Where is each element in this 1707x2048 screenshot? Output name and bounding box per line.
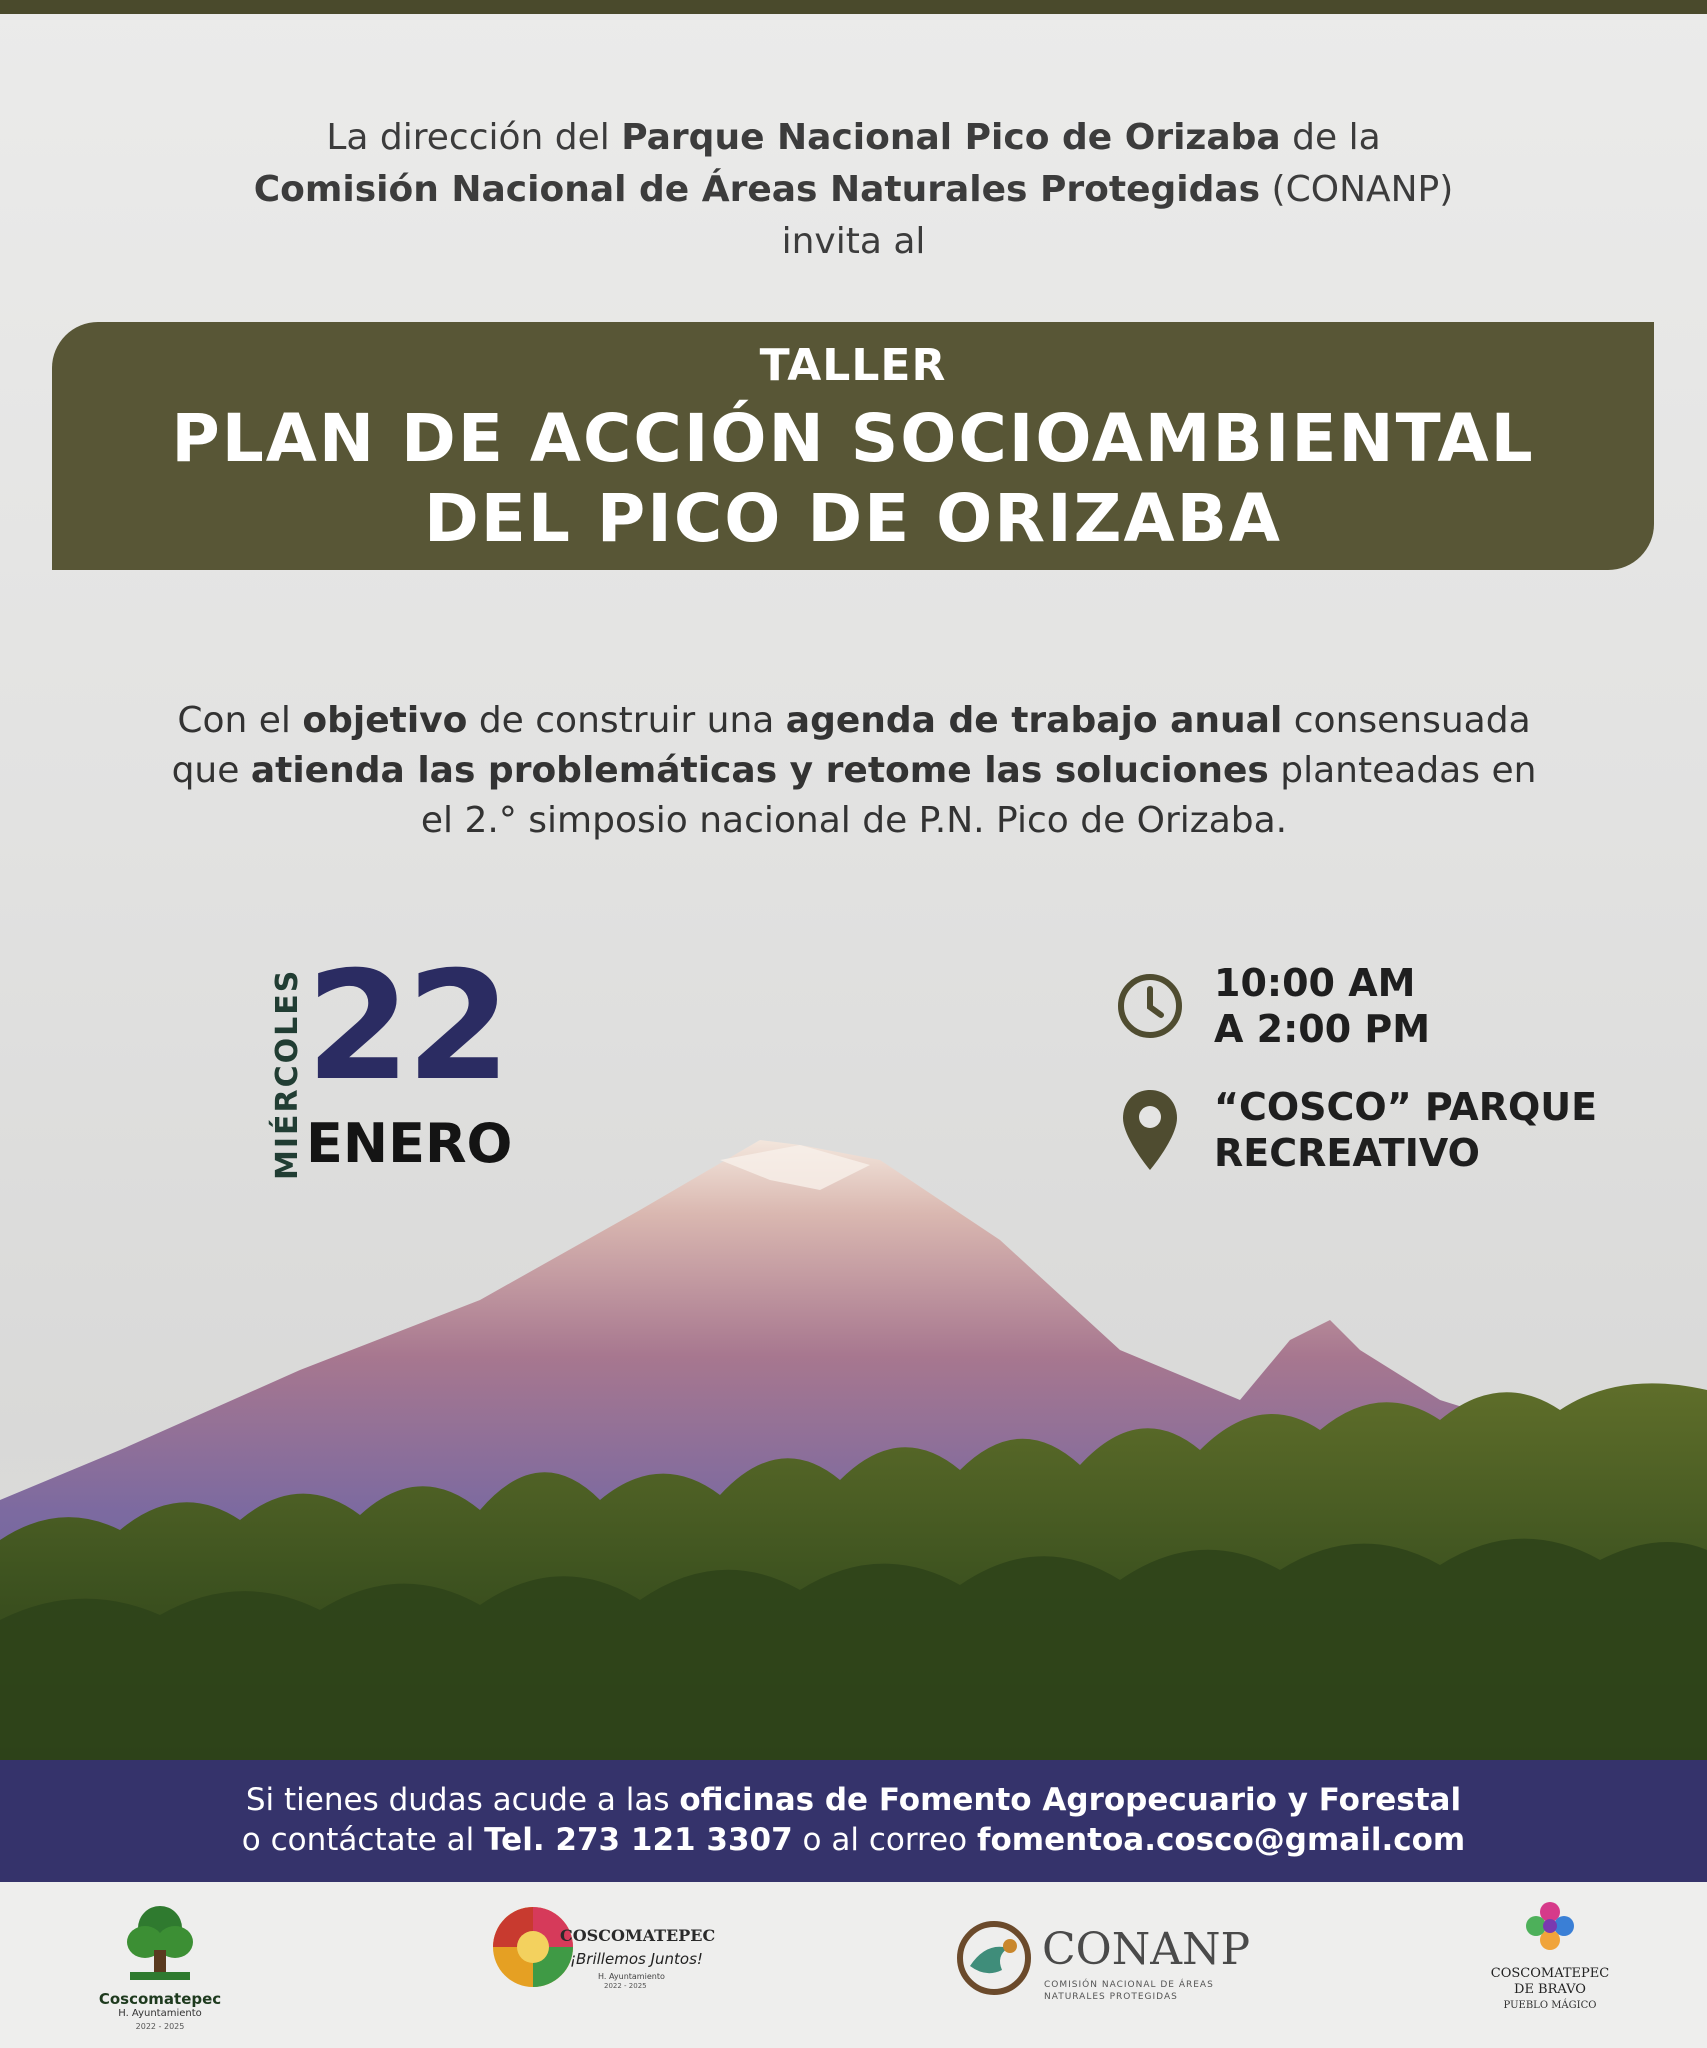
event-weekday: MIÉRCOLES [270, 968, 305, 1180]
event-date [262, 940, 562, 1180]
pueblo-magico-line-2: DE BRAVO [1514, 1982, 1586, 1997]
coscomatepec-brillemos-logo [488, 1898, 728, 2038]
tree-icon [90, 1898, 230, 1988]
objective-line-3: el 2.° simposio nacional de P.N. Pico de Orizaba. [420, 800, 1288, 841]
contact-line-2: o contáctate al Tel. 273 121 3307 o al correo fomentoa.cosco@gmail.com [241, 1822, 1466, 1858]
intro-text [0, 112, 1707, 268]
conanp-sub-1: COMISIÓN NACIONAL DE ÁREAS [1044, 1980, 1214, 1990]
footer-logos [0, 1882, 1707, 2048]
event-title-line-1: PLAN DE ACCIÓN SOCIOAMBIENTAL [171, 400, 1535, 477]
ayuntamiento-name: Coscomatepec [98, 1990, 222, 2008]
email-address: fomentoa.cosco@gmail.com [977, 1822, 1466, 1858]
conanp-name: CONANP [1042, 1924, 1251, 1975]
contact-bar [0, 1760, 1707, 1882]
brillemos-slogan: ¡Brillemos Juntos! [570, 1950, 703, 1968]
conanp-emblem-icon [956, 1920, 1032, 1996]
objective-text [80, 696, 1628, 846]
phone-number: Tel. 273 121 3307 [484, 1822, 793, 1858]
intro-line-3: invita al [781, 221, 926, 262]
clock-icon [1112, 963, 1188, 1049]
location-pin-icon [1112, 1087, 1188, 1173]
event-day: 22 [306, 940, 507, 1114]
intro-line-1: La dirección del Parque Nacional Pico de Orizaba de la [326, 117, 1381, 158]
event-kind: TALLER [759, 340, 947, 391]
title-banner [52, 322, 1654, 570]
event-place [1112, 1084, 1597, 1176]
top-bar [0, 0, 1707, 14]
pueblo-magico-line-3: PUEBLO MÁGICO [1503, 2000, 1597, 2011]
contact-line-1: Si tienes dudas acude a las oficinas de Fomento Agropecuario y Forestal [245, 1782, 1462, 1818]
spiral-flower-icon [1522, 1898, 1578, 1954]
pueblo-magico-logo [1480, 1898, 1620, 2038]
volcano-landscape-image [0, 1120, 1707, 1760]
event-time [1112, 960, 1430, 1052]
brillemos-sub: H. Ayuntamiento [598, 1972, 665, 1981]
place-text: “COSCO” PARQUE RECREATIVO [1214, 1085, 1598, 1175]
pueblo-magico-line-1: COSCOMATEPEC [1490, 1966, 1610, 1981]
intro-line-2: Comisión Nacional de Áreas Naturales Protegidas (CONANP) [253, 169, 1454, 210]
objective-line-1: Con el objetivo de construir una agenda de trabajo anual consensuada [177, 700, 1531, 741]
sun-emblem-icon [488, 1902, 578, 1992]
event-title-line-2: DEL PICO DE ORIZABA [423, 480, 1282, 557]
brillemos-years: 2022 - 2025 [604, 1982, 647, 1990]
time-text: 10:00 AM A 2:00 PM [1214, 961, 1431, 1051]
coscomatepec-ayuntamiento-logo [90, 1898, 230, 2038]
objective-line-2: que atienda las problemáticas y retome las soluciones planteadas en [171, 750, 1537, 791]
brillemos-name: COSCOMATEPEC [560, 1926, 716, 1945]
ayuntamiento-years: 2022 - 2025 [135, 2022, 185, 2031]
conanp-logo [956, 1898, 1256, 2038]
ayuntamiento-sub: H. Ayuntamiento [118, 2008, 202, 2019]
conanp-sub-2: NATURALES PROTEGIDAS [1044, 1992, 1178, 2002]
event-month: ENERO [306, 1112, 513, 1175]
